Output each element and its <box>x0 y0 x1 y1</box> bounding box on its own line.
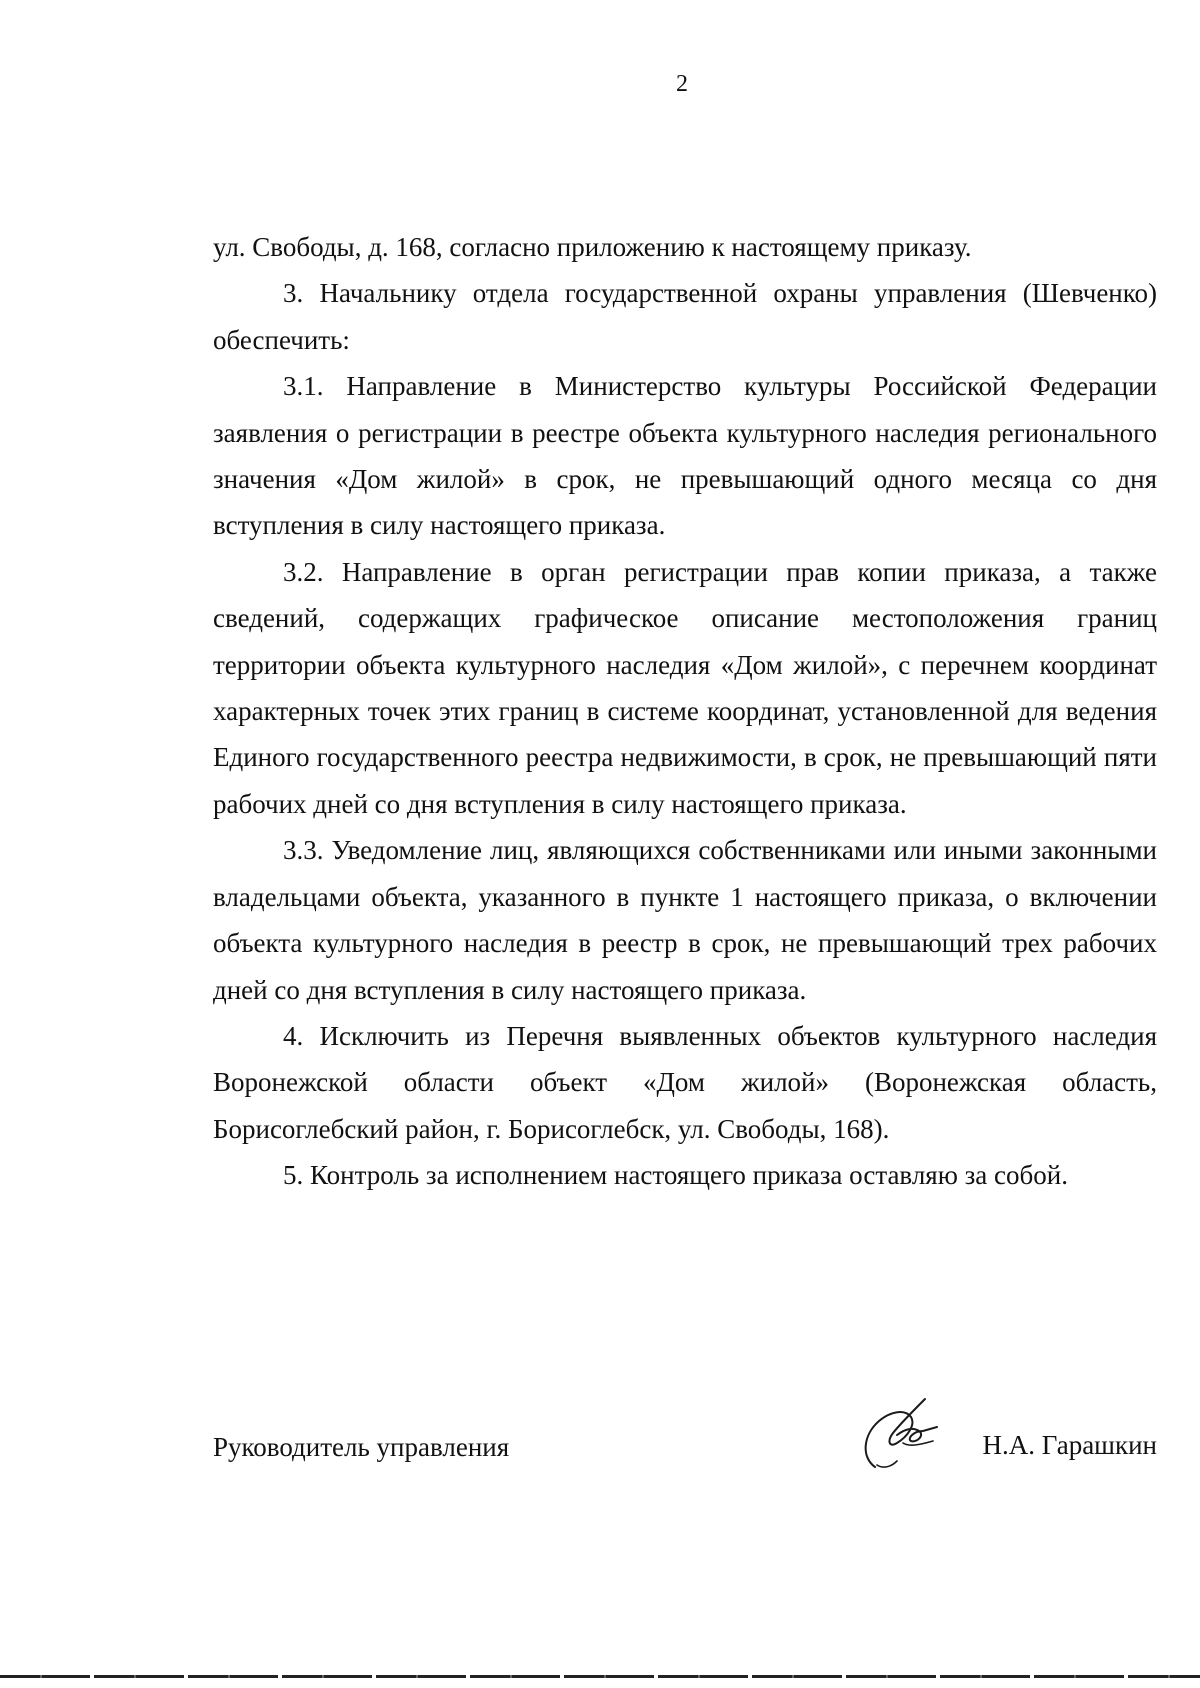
paragraph-3: 3. Начальнику отдела государственной охраны управления (Шевченко) обеспечить: <box>213 278 1157 355</box>
page-number: 2 <box>676 71 688 97</box>
signature-block <box>213 1427 1157 1507</box>
paragraph-3-2: 3.2. Направление в орган регистрации прав копии приказа, а также сведений, содержащих графическое описание местоположения границ территории объекта культурного наследия «Дом жилой», с перечнем координат характерных точек этих границ в системе координат, установленной для ведения Единого государственного реестра недвижимости, в срок, не превышающий пяти рабочих дней со дня вступления в силу настоящего приказа. <box>213 556 1157 819</box>
signatory-name: Н.А. Гарашкин <box>982 1430 1157 1460</box>
document-body <box>213 224 1157 1199</box>
paragraph-5: 5. Контроль за исполнением настоящего приказа оставляю за собой. <box>283 1160 1068 1191</box>
paragraph-4: 4. Исключить из Перечня выявленных объектов культурного наследия Воронежской области объект «Дом жилой» (Воронежская область, Борисоглебский район, г. Борисоглебск, ул. Свободы, 168). <box>213 1020 1157 1144</box>
bottom-scan-rule <box>0 1675 1200 1678</box>
paragraph-3-1: 3.1. Направление в Министерство культуры Российской Федерации заявления о регистрации в реестре объекта культурного наследия регионального значения «Дом жилой» в срок, не превышающий одного месяца со дня вступления в силу настоящего приказа. <box>213 371 1157 541</box>
handwritten-signature-icon <box>853 1387 943 1477</box>
paragraph-address-continuation: ул. Свободы, д. 168, согласно приложению к настоящему приказу. <box>213 232 972 262</box>
paragraph-3-3: 3.3. Уведомление лиц, являющихся собственниками или иными законными владельцами объекта, указанного в пункте 1 настоящего приказа, о включении объекта культурного наследия в реестр в срок, не превышающий трех рабочих дней со дня вступления в силу настоящего приказа. <box>213 835 1157 1005</box>
signatory-title: Руководитель управления <box>213 1432 510 1462</box>
